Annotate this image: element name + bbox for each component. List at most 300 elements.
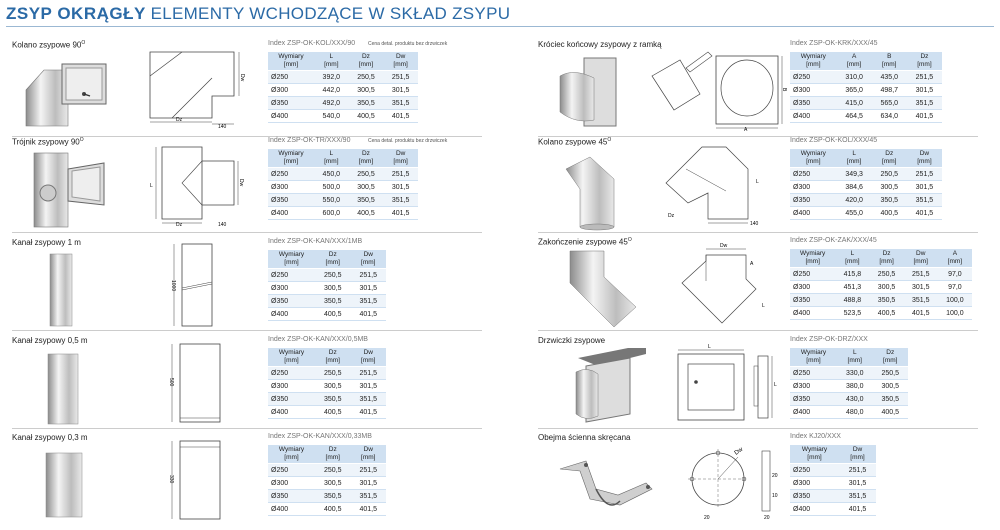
table-cell: 350,5 — [873, 393, 908, 406]
table-cell: 301,5 — [904, 281, 938, 294]
table-cell: 301,5 — [907, 181, 942, 194]
product-name: Kolano zsypowe $90^O$ — [12, 40, 86, 50]
table-cell: 300,5 — [873, 380, 908, 393]
table-row — [790, 194, 942, 207]
product-index: Index ZSP-OK-KAN/XXX/1MB — [268, 238, 363, 245]
table-header-cell: Dz [mm] — [873, 348, 908, 367]
table-cell: 300,5 — [315, 380, 350, 393]
table-cell: 250,5 — [315, 269, 350, 282]
table-cell: 450,0 — [314, 168, 349, 181]
table-cell: 300,5 — [349, 84, 384, 97]
table-cell: Ø400 — [268, 503, 315, 516]
table-cell: 435,0 — [872, 71, 907, 84]
dim-label: 140 — [218, 124, 227, 130]
table-header-cell: Dw [mm] — [351, 445, 386, 464]
table-cell: Ø350 — [790, 393, 837, 406]
table-header-cell: A [mm] — [938, 249, 972, 268]
table-cell: Ø400 — [268, 406, 315, 419]
table-cell: Ø350 — [790, 294, 835, 307]
table-header-cell: Dz [mm] — [315, 250, 350, 269]
table-header-cell: Wymiary [mm] — [268, 250, 315, 269]
table-cell: 415,8 — [835, 268, 869, 281]
table-cell: 401,5 — [907, 207, 942, 220]
table-cell: 401,5 — [351, 308, 386, 321]
table-cell: 488,8 — [835, 294, 869, 307]
table-cell: 301,5 — [351, 477, 386, 490]
table-cell: 251,5 — [351, 464, 386, 477]
table-row — [268, 110, 418, 123]
table-cell: 350,5 — [349, 97, 384, 110]
table-cell: 392,0 — [314, 71, 349, 84]
dim-label: 500 — [168, 378, 174, 387]
table-cell: Ø350 — [268, 97, 314, 110]
table-header-cell: A [mm] — [837, 52, 872, 71]
dim-label: Dz — [668, 213, 675, 219]
table-cell: 401,5 — [839, 503, 876, 516]
product-name: Kanał zsypowy 0,3 m — [12, 433, 88, 442]
page-title-bold: ZSYP OKRĄGŁY — [6, 4, 146, 23]
table-row — [268, 464, 386, 477]
table-row — [790, 181, 942, 194]
price-note: Cena detal. produktu bez drzwiczek — [368, 41, 448, 47]
table-cell: 251,5 — [351, 269, 386, 282]
table-cell: Ø350 — [268, 194, 314, 207]
table-row — [790, 268, 972, 281]
table-row — [268, 503, 386, 516]
dim-label: 20 — [704, 515, 710, 521]
table-cell: 350,5 — [315, 490, 350, 503]
table-header-row — [268, 250, 386, 269]
table-cell: 300,5 — [349, 181, 384, 194]
table-header-cell: Wymiary [mm] — [790, 249, 835, 268]
product-index: Index ZSP-OK-KAN/XXX/0,5MB — [268, 336, 368, 343]
table-header-cell: Wymiary [mm] — [268, 348, 315, 367]
table-cell: Ø350 — [790, 194, 837, 207]
spec-table — [268, 149, 418, 220]
spec-table — [268, 250, 386, 321]
tech-drawing-drzwiczki — [672, 342, 782, 426]
section-separator — [12, 232, 482, 233]
table-header-cell: Dz [mm] — [869, 249, 903, 268]
table-cell: Ø250 — [790, 464, 839, 477]
table-row — [790, 307, 972, 320]
product-index: Index ZSP-OK-KOL/XXX/90 — [268, 40, 356, 47]
table-cell: Ø350 — [268, 490, 315, 503]
product-photo-trojnik-90 — [18, 149, 118, 229]
table-header-cell: L [mm] — [837, 348, 872, 367]
table-cell: 442,0 — [314, 84, 349, 97]
table-cell: Ø250 — [790, 367, 837, 380]
table-cell: 300,5 — [869, 281, 903, 294]
table-cell: Ø250 — [268, 367, 315, 380]
section-kanal-05m — [12, 336, 492, 428]
table-cell: 565,0 — [872, 97, 907, 110]
table-row — [790, 477, 876, 490]
table-header-cell: L [mm] — [835, 249, 869, 268]
table-cell: Ø350 — [790, 97, 837, 110]
table-cell: Ø250 — [790, 71, 837, 84]
table-cell: Ø400 — [790, 110, 837, 123]
dim-label: Dw — [733, 446, 745, 457]
table-cell: Ø350 — [268, 393, 315, 406]
section-separator — [538, 232, 978, 233]
table-cell: 523,5 — [835, 307, 869, 320]
table-cell: 301,5 — [839, 477, 876, 490]
table-header-cell: Wymiary [mm] — [790, 348, 837, 367]
table-cell: 400,5 — [872, 207, 907, 220]
dim-label: L — [708, 344, 711, 350]
section-separator — [538, 330, 978, 331]
product-photo-kanal-03m — [40, 449, 90, 525]
product-index: Index ZSP-OK-KOL/XXX/45 — [790, 137, 878, 144]
table-header-cell: Dz [mm] — [907, 52, 942, 71]
table-cell: 430,0 — [837, 393, 872, 406]
table-cell: 401,5 — [383, 110, 418, 123]
table-cell: Ø300 — [790, 380, 837, 393]
product-photo-krociec — [554, 50, 624, 132]
table-cell: 400,5 — [873, 406, 908, 419]
table-row — [268, 71, 418, 84]
product-photo-kanal-05m — [42, 350, 86, 426]
table-cell: 100,0 — [938, 294, 972, 307]
table-cell: 351,5 — [351, 490, 386, 503]
table-row — [790, 490, 876, 503]
table-cell: Ø250 — [268, 168, 314, 181]
tech-drawing-kolano-45 — [658, 143, 768, 227]
table-cell: 451,3 — [835, 281, 869, 294]
table-header-cell: Wymiary [mm] — [268, 149, 314, 168]
table-cell: Ø300 — [268, 84, 314, 97]
table-row — [268, 194, 418, 207]
dim-label: L — [756, 179, 759, 185]
product-name: Kanał zsypowy 0,5 m — [12, 336, 88, 345]
tech-drawing-kolano-90 — [142, 48, 252, 128]
product-index: Index ZSP-OK-DRZ/XXX — [790, 336, 868, 343]
table-cell: 301,5 — [383, 84, 418, 97]
table-row — [268, 367, 386, 380]
table-cell: 350,5 — [315, 393, 350, 406]
table-cell: 251,5 — [351, 367, 386, 380]
table-cell: Ø300 — [268, 477, 315, 490]
table-cell: 330,0 — [837, 367, 872, 380]
section-drzwiczki — [538, 336, 998, 428]
table-row — [268, 207, 418, 220]
table-cell: 400,5 — [315, 308, 350, 321]
table-header-cell: Wymiary [mm] — [790, 149, 837, 168]
table-cell: 380,0 — [837, 380, 872, 393]
section-separator — [12, 428, 482, 429]
table-cell: 301,5 — [351, 282, 386, 295]
table-cell: 365,0 — [837, 84, 872, 97]
table-cell: 351,5 — [383, 97, 418, 110]
table-cell: 250,5 — [872, 168, 907, 181]
table-cell: 350,5 — [315, 295, 350, 308]
section-kolano-45 — [538, 137, 998, 232]
spec-table — [790, 149, 942, 220]
table-cell: Ø400 — [790, 307, 835, 320]
table-cell: 464,5 — [837, 110, 872, 123]
table-cell: 300,5 — [315, 477, 350, 490]
table-cell: 97,0 — [938, 281, 972, 294]
product-name: Trójnik zsypowy $90^O$ — [12, 137, 84, 147]
table-header-cell: Wymiary [mm] — [268, 445, 315, 464]
product-photo-kolano-90 — [18, 50, 118, 130]
product-photo-zakonczenie-45 — [564, 247, 644, 331]
table-cell: 301,5 — [383, 181, 418, 194]
table-cell: 350,5 — [872, 194, 907, 207]
dim-label: L — [774, 382, 777, 388]
table-header-row — [268, 348, 386, 367]
section-obejma — [538, 433, 998, 525]
dim-label: 1000 — [170, 280, 176, 292]
table-cell: 350,5 — [869, 294, 903, 307]
table-header-row — [790, 149, 942, 168]
product-name: Zakończenie zsypowe $45^O$ — [538, 237, 632, 247]
table-header-cell: Dw [mm] — [383, 52, 418, 71]
table-cell: 250,5 — [315, 464, 350, 477]
table-cell: Ø400 — [790, 503, 839, 516]
table-cell: 350,5 — [349, 194, 384, 207]
table-row — [790, 84, 942, 97]
dim-label: Dz — [176, 222, 183, 228]
table-cell: 401,5 — [907, 110, 942, 123]
table-cell: Ø300 — [790, 281, 835, 294]
table-header-row — [268, 52, 418, 71]
table-row — [790, 110, 942, 123]
product-index: Index ZSP-OK-ZAK/XXX/45 — [790, 237, 877, 244]
table-row — [268, 380, 386, 393]
tech-drawing-kanal-1m — [162, 242, 232, 328]
product-index: Index KJ20/XXX — [790, 433, 841, 440]
table-header-row — [790, 445, 876, 464]
table-header-cell: Dz [mm] — [349, 149, 384, 168]
table-row — [268, 181, 418, 194]
product-photo-kolano-45 — [562, 149, 632, 229]
table-row — [790, 281, 972, 294]
table-header-cell: Dz [mm] — [872, 149, 907, 168]
table-header-cell: Dw [mm] — [907, 149, 942, 168]
dim-label: L — [150, 183, 153, 189]
table-cell: 540,0 — [314, 110, 349, 123]
table-cell: 351,5 — [383, 194, 418, 207]
table-row — [268, 490, 386, 503]
table-cell: 301,5 — [351, 380, 386, 393]
table-header-cell: Dw [mm] — [351, 250, 386, 269]
table-cell: 351,5 — [839, 490, 876, 503]
table-cell: 351,5 — [907, 97, 942, 110]
dim-label: B — [781, 88, 787, 92]
table-header-cell: Dw [mm] — [351, 348, 386, 367]
table-row — [268, 406, 386, 419]
table-row — [268, 477, 386, 490]
table-row — [790, 464, 876, 477]
table-cell: Ø350 — [790, 490, 839, 503]
table-cell: 300,5 — [315, 282, 350, 295]
table-row — [790, 294, 972, 307]
dim-label: A — [744, 127, 748, 133]
table-cell: 251,5 — [839, 464, 876, 477]
table-cell: 250,5 — [315, 367, 350, 380]
tech-drawing-krociec — [646, 48, 786, 132]
table-header-row — [268, 149, 418, 168]
product-photo-drzwiczki — [568, 344, 654, 426]
dim-label: 140 — [218, 222, 227, 228]
table-cell: 250,5 — [349, 71, 384, 84]
table-header-cell: Dw [mm] — [839, 445, 876, 464]
table-cell: 634,0 — [872, 110, 907, 123]
dim-label: L — [762, 303, 765, 309]
dim-label: 10 — [772, 493, 778, 499]
table-header-row — [790, 52, 942, 71]
page-title-rest: ELEMENTY WCHODZĄCE W SKŁAD ZSYPU — [150, 4, 511, 23]
table-cell: Ø300 — [268, 181, 314, 194]
table-cell: 251,5 — [907, 71, 942, 84]
table-cell: 251,5 — [907, 168, 942, 181]
product-index: Index ZSP-OK-KRK/XXX/45 — [790, 40, 878, 47]
table-header-cell: Wymiary [mm] — [790, 52, 837, 71]
table-cell: 420,0 — [837, 194, 872, 207]
product-photo-kanal-1m — [42, 252, 82, 328]
product-index: Index ZSP-OK-TR/XXX/90 — [268, 137, 351, 144]
table-cell: 498,7 — [872, 84, 907, 97]
table-header-row — [268, 445, 386, 464]
table-header-cell: Dw [mm] — [904, 249, 938, 268]
table-cell: Ø300 — [790, 181, 837, 194]
table-row — [790, 503, 876, 516]
page-title — [6, 4, 510, 24]
table-cell: 415,0 — [837, 97, 872, 110]
table-row — [790, 168, 942, 181]
product-photo-obejma — [556, 449, 656, 525]
table-row — [268, 393, 386, 406]
spec-table — [790, 249, 972, 320]
table-header-cell: Wymiary [mm] — [268, 52, 314, 71]
table-header-row — [790, 348, 908, 367]
section-separator — [12, 330, 482, 331]
section-kolano-90 — [12, 40, 492, 135]
table-header-cell: Dz [mm] — [315, 445, 350, 464]
table-header-cell: Dz [mm] — [315, 348, 350, 367]
table-cell: 480,0 — [837, 406, 872, 419]
product-name: Kolano zsypowe $45^O$ — [538, 137, 612, 147]
spec-table — [790, 52, 942, 123]
table-cell: Ø300 — [268, 282, 315, 295]
dim-label: 20 — [764, 515, 770, 521]
table-cell: 251,5 — [904, 268, 938, 281]
table-cell: Ø400 — [268, 308, 315, 321]
table-cell: 401,5 — [351, 503, 386, 516]
table-cell: 400,5 — [349, 207, 384, 220]
product-index: Index ZSP-OK-KAN/XXX/0,33MB — [268, 433, 372, 440]
table-row — [790, 367, 908, 380]
section-zakonczenie-45 — [538, 237, 998, 329]
table-cell: 250,5 — [869, 268, 903, 281]
dim-label: A — [750, 261, 754, 267]
table-header-cell: Dw [mm] — [383, 149, 418, 168]
table-cell: Ø250 — [790, 268, 835, 281]
tech-drawing-trojnik-90 — [142, 143, 252, 227]
table-cell: Ø400 — [790, 207, 837, 220]
dim-label: Dw — [239, 74, 245, 82]
tech-drawing-zakonczenie-45 — [672, 241, 782, 327]
table-row — [790, 393, 908, 406]
table-cell: 400,5 — [869, 307, 903, 320]
table-cell: Ø400 — [268, 110, 314, 123]
table-row — [790, 71, 942, 84]
spec-table — [268, 348, 386, 419]
table-header-cell: Dz [mm] — [349, 52, 384, 71]
section-krociec — [538, 40, 998, 135]
table-header-cell: B [mm] — [872, 52, 907, 71]
section-kanal-03m — [12, 433, 492, 525]
table-row — [268, 269, 386, 282]
table-cell: 400,5 — [315, 503, 350, 516]
table-row — [790, 207, 942, 220]
table-cell: 401,5 — [904, 307, 938, 320]
dim-label: 140 — [750, 221, 759, 227]
product-name: Obejma ścienna skręcana — [538, 433, 631, 442]
table-row — [268, 282, 386, 295]
table-cell: Ø300 — [268, 380, 315, 393]
table-cell: 500,0 — [314, 181, 349, 194]
table-cell: Ø250 — [268, 269, 315, 282]
table-row — [790, 97, 942, 110]
spec-table — [790, 348, 908, 419]
table-row — [268, 97, 418, 110]
section-separator — [538, 428, 978, 429]
table-cell: 300,5 — [872, 181, 907, 194]
product-name: Drzwiczki zsypowe — [538, 336, 606, 345]
table-cell: 492,0 — [314, 97, 349, 110]
table-cell: Ø400 — [790, 406, 837, 419]
table-cell: 384,6 — [837, 181, 872, 194]
table-header-cell: Wymiary [mm] — [790, 445, 839, 464]
dim-label: Dz — [176, 117, 183, 123]
product-name: Króciec końcowy zsypowy z ramką — [538, 40, 662, 49]
tech-drawing-kanal-03m — [162, 437, 242, 523]
table-header-row — [790, 249, 972, 268]
spec-table — [268, 52, 418, 123]
table-cell: 401,5 — [383, 207, 418, 220]
product-name: Kanał zsypowy 1 m — [12, 238, 81, 247]
table-cell: 251,5 — [383, 71, 418, 84]
dim-label: 20 — [772, 473, 778, 479]
table-cell: 349,3 — [837, 168, 872, 181]
tech-drawing-kanal-05m — [162, 340, 242, 426]
table-row — [268, 84, 418, 97]
spec-table — [268, 445, 386, 516]
dim-label: Dw — [720, 243, 728, 249]
table-row — [790, 406, 908, 419]
table-header-cell: L [mm] — [314, 52, 349, 71]
dim-label: 330 — [168, 475, 174, 484]
table-cell: 301,5 — [907, 84, 942, 97]
tech-drawing-obejma — [678, 437, 788, 523]
table-cell: 97,0 — [938, 268, 972, 281]
table-cell: 400,5 — [315, 406, 350, 419]
title-rule — [6, 26, 994, 27]
table-cell: 550,0 — [314, 194, 349, 207]
section-kanal-1m — [12, 238, 492, 330]
table-cell: Ø250 — [268, 464, 315, 477]
table-row — [790, 380, 908, 393]
table-cell: Ø300 — [790, 84, 837, 97]
table-cell: Ø250 — [268, 71, 314, 84]
price-note: Cena detal. produktu bez drzwiczek — [368, 138, 448, 144]
spec-table — [790, 445, 876, 516]
table-cell: 600,0 — [314, 207, 349, 220]
dim-label: Dw — [238, 179, 244, 187]
